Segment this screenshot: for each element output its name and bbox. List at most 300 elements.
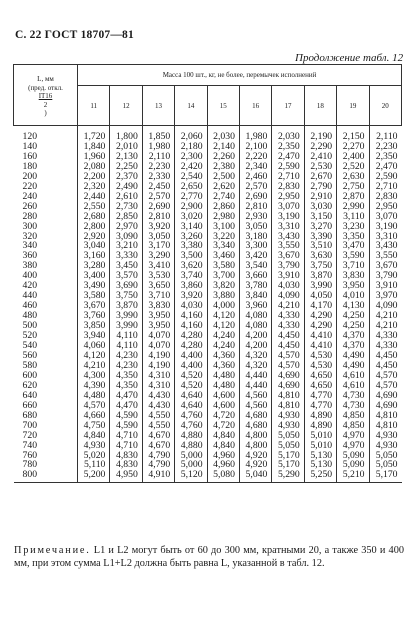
- mass-cell: 4,770: [304, 391, 336, 401]
- mass-cell: 4,840: [207, 441, 239, 451]
- mass-cell: 4,480: [78, 391, 110, 401]
- mass-cell: 4,930: [369, 441, 402, 451]
- mass-cell: 4,230: [110, 351, 142, 361]
- length-cell: 660: [22, 399, 38, 411]
- mass-cell: 4,930: [272, 421, 304, 431]
- mass-cell: 2,200: [78, 172, 110, 182]
- mass-cell: 5,170: [272, 460, 304, 470]
- mass-cell: 3,830: [142, 301, 174, 311]
- mass-cell: 5,000: [175, 451, 207, 461]
- mass-cell: 4,280: [175, 331, 207, 341]
- mass-cell: 3,260: [175, 232, 207, 242]
- mass-cell: 3,420: [239, 251, 271, 261]
- mass-cell: 3,580: [78, 291, 110, 301]
- length-header-line-1: L, мм: [37, 75, 54, 84]
- mass-cell: 3,330: [110, 251, 142, 261]
- length-cell: 720: [22, 429, 38, 441]
- mass-cell: 5,170: [369, 470, 402, 482]
- mass-cell: 2,110: [369, 126, 402, 142]
- mass-cell: 3,340: [207, 241, 239, 251]
- mass-cell: 5,050: [369, 451, 402, 461]
- length-cell: 340: [22, 240, 38, 252]
- mass-cell: 2,550: [78, 202, 110, 212]
- mass-cell: 4,680: [239, 411, 271, 421]
- mass-cell: 5,130: [304, 451, 336, 461]
- mass-cell: 4,590: [110, 411, 142, 421]
- mass-cell: 5,130: [304, 460, 336, 470]
- mass-cell: 5,290: [272, 470, 304, 482]
- mass-cell: 4,240: [207, 331, 239, 341]
- mass-cell: 2,950: [272, 192, 304, 202]
- mass-cell: 2,850: [110, 212, 142, 222]
- mass-cell: 4,370: [337, 341, 369, 351]
- length-cell: 180: [22, 160, 38, 172]
- mass-cell: 4,440: [239, 381, 271, 391]
- length-cell: 540: [22, 340, 38, 352]
- length-cell: 200: [22, 170, 38, 182]
- mass-cell: 3,430: [369, 241, 402, 251]
- mass-cell: 4,520: [175, 381, 207, 391]
- mass-cell: 4,120: [78, 351, 110, 361]
- mass-cell: 3,300: [239, 241, 271, 251]
- mass-cell: 4,930: [78, 441, 110, 451]
- mass-cell: 4,160: [175, 321, 207, 331]
- mass-cell: 4,280: [175, 341, 207, 351]
- mass-cell: 3,530: [142, 271, 174, 281]
- mass-cell: 1,960: [78, 152, 110, 162]
- length-cell: 300: [22, 220, 38, 232]
- mass-cell: 4,650: [304, 371, 336, 381]
- mass-cell: 4,840: [78, 431, 110, 441]
- mass-cell: 3,630: [304, 251, 336, 261]
- mass-cell: 4,080: [239, 321, 271, 331]
- mass-cell: 3,710: [337, 261, 369, 271]
- mass-cell: 4,970: [337, 441, 369, 451]
- mass-cell: 4,400: [175, 361, 207, 371]
- mass-cell: 2,690: [142, 202, 174, 212]
- mass-cell: 2,150: [337, 126, 369, 142]
- mass-cell: 2,320: [78, 182, 110, 192]
- mass-cell: 2,740: [207, 192, 239, 202]
- mass-cell: 4,190: [142, 351, 174, 361]
- mass-cell: 3,070: [272, 202, 304, 212]
- mass-cell: 3,570: [110, 271, 142, 281]
- mass-cell: 3,040: [78, 241, 110, 251]
- column-header-20: 20: [369, 86, 402, 126]
- mass-cell: 4,600: [207, 391, 239, 401]
- mass-cell: 2,670: [304, 172, 336, 182]
- mass-cell: 4,450: [369, 351, 402, 361]
- mass-cell: 3,460: [207, 251, 239, 261]
- mass-cell: 4,360: [207, 361, 239, 371]
- mass-cell: 4,640: [175, 391, 207, 401]
- mass-cell: 2,490: [110, 182, 142, 192]
- mass-cell: 2,400: [337, 152, 369, 162]
- length-header-line-5: ): [44, 109, 47, 118]
- mass-cell: 2,340: [239, 162, 271, 172]
- mass-cell: 2,730: [110, 202, 142, 212]
- mass-cell: 4,030: [272, 281, 304, 291]
- mass-cell: 4,440: [239, 371, 271, 381]
- mass-cell: 4,730: [337, 391, 369, 401]
- mass-cell: 3,690: [110, 281, 142, 291]
- mass-cell: 4,470: [110, 401, 142, 411]
- mass-cell: 4,090: [369, 301, 402, 311]
- mass-cell: 4,790: [142, 460, 174, 470]
- mass-cell: 4,720: [207, 411, 239, 421]
- length-cell: 400: [22, 270, 38, 282]
- mass-cell: 4,400: [175, 351, 207, 361]
- length-cell: 680: [22, 409, 38, 421]
- mass-cell: 4,650: [304, 381, 336, 391]
- mass-cell: 4,250: [337, 321, 369, 331]
- mass-cell: 5,050: [272, 441, 304, 451]
- mass-cell: 4,570: [78, 401, 110, 411]
- mass-cell: 4,850: [337, 421, 369, 431]
- mass-cell: 3,860: [175, 281, 207, 291]
- mass-cell: 4,920: [239, 460, 271, 470]
- mass-cell: 2,500: [207, 172, 239, 182]
- mass-cell: 5,010: [304, 431, 336, 441]
- mass-cell: 4,430: [142, 391, 174, 401]
- length-cell: 600: [22, 369, 38, 381]
- mass-cell: 2,410: [304, 152, 336, 162]
- mass-cell: 3,270: [304, 222, 336, 232]
- mass-cell: 4,550: [142, 421, 174, 431]
- mass-cell: 5,050: [369, 460, 402, 470]
- mass-cell: 4,210: [369, 321, 402, 331]
- mass-cell: 4,060: [78, 341, 110, 351]
- length-cell: 620: [22, 379, 38, 391]
- mass-cell: 2,530: [304, 162, 336, 172]
- mass-cell: 4,320: [239, 351, 271, 361]
- column-header-19: 19: [337, 86, 369, 126]
- mass-cell: 3,750: [304, 261, 336, 271]
- mass-cell: 4,110: [110, 331, 142, 341]
- mass-cell: 4,910: [142, 470, 174, 482]
- mass-cell: 3,410: [142, 261, 174, 271]
- mass-cell: 2,460: [239, 172, 271, 182]
- mass-cell: 4,810: [369, 411, 402, 421]
- length-cell: 160: [22, 150, 38, 162]
- mass-cell: 2,420: [175, 162, 207, 172]
- mass-cell: 4,010: [337, 291, 369, 301]
- mass-cell: 3,190: [369, 222, 402, 232]
- note-text: L1 и L2 могут быть от 60 до 300 мм, кратными 20, а также 350 и 400 мм, при этом сумма L1+L2 должна быть равна L, указанной в табл. 12.: [14, 545, 404, 569]
- length-cell: 360: [22, 250, 38, 262]
- mass-cell: 4,810: [272, 391, 304, 401]
- length-cell: 260: [22, 200, 38, 212]
- mass-cell: 5,040: [239, 470, 271, 482]
- mass-cell: 3,850: [78, 321, 110, 331]
- mass-cell: 3,970: [369, 291, 402, 301]
- mass-cell: 5,000: [175, 460, 207, 470]
- length-cell: 420: [22, 280, 38, 292]
- mass-cell: 4,960: [207, 451, 239, 461]
- mass-cell: 3,920: [175, 291, 207, 301]
- mass-cell: 4,610: [337, 371, 369, 381]
- mass-cell: 3,950: [142, 311, 174, 321]
- mass-cell: 4,970: [337, 431, 369, 441]
- mass-cell: 2,620: [207, 182, 239, 192]
- mass-cell: 1,800: [110, 126, 142, 142]
- column-header-17: 17: [272, 86, 304, 126]
- mass-cell: 3,650: [142, 281, 174, 291]
- column-header-15: 15: [207, 86, 239, 126]
- mass-cell: 2,030: [272, 126, 304, 142]
- mass-cell: 3,780: [239, 281, 271, 291]
- mass-cell: 4,690: [369, 391, 402, 401]
- mass-cell: 3,760: [78, 311, 110, 321]
- mass-cell: 4,660: [78, 411, 110, 421]
- length-cell: 780: [22, 459, 38, 471]
- mass-cell: 3,220: [207, 232, 239, 242]
- mass-cell: 3,470: [337, 241, 369, 251]
- mass-cell: 3,700: [207, 271, 239, 281]
- mass-cell: 5,090: [337, 451, 369, 461]
- mass-cell: 4,000: [207, 301, 239, 311]
- mass-cell: 4,410: [304, 331, 336, 341]
- mass-cell: 3,490: [78, 281, 110, 291]
- mass-cell: 4,450: [369, 361, 402, 371]
- mass-cell: 4,730: [337, 401, 369, 411]
- mass-cell: 4,560: [239, 391, 271, 401]
- mass-cell: 2,290: [304, 142, 336, 152]
- mass-cell: 4,880: [175, 431, 207, 441]
- mass-cell: 4,640: [175, 401, 207, 411]
- mass-cell: 3,110: [337, 212, 369, 222]
- mass-cell: 4,450: [272, 331, 304, 341]
- mass-cell: 3,790: [272, 261, 304, 271]
- mass-cell: 3,210: [110, 241, 142, 251]
- mass-span-header: Масса 100 шт., кг, не более, перемычек исполнений: [78, 65, 402, 86]
- mass-cell: 4,790: [142, 451, 174, 461]
- mass-cell: 4,570: [369, 381, 402, 391]
- mass-cell: 2,010: [110, 142, 142, 152]
- mass-cell: 3,510: [304, 241, 336, 251]
- mass-cell: 2,800: [78, 222, 110, 232]
- mass-cell: 2,100: [239, 142, 271, 152]
- mass-cell: 3,380: [175, 241, 207, 251]
- mass-cell: 4,760: [175, 421, 207, 431]
- mass-cell: 4,930: [272, 411, 304, 421]
- mass-cell: 2,650: [175, 182, 207, 192]
- mass-cell: 5,170: [272, 451, 304, 461]
- length-header-line-2: (пред. откл.: [28, 83, 63, 92]
- mass-cell: 4,070: [142, 331, 174, 341]
- mass-cell: 3,170: [142, 241, 174, 251]
- mass-cell: 3,790: [369, 271, 402, 281]
- mass-cell: 2,570: [142, 192, 174, 202]
- mass-cell: 4,690: [272, 371, 304, 381]
- mass-cell: 3,830: [337, 271, 369, 281]
- mass-cell: 4,890: [304, 411, 336, 421]
- mass-cell: 4,120: [207, 321, 239, 331]
- page-header-left: С. 22 ГОСТ 18707—81: [15, 29, 134, 41]
- mass-cell: 2,610: [110, 192, 142, 202]
- mass-cell: 4,800: [239, 431, 271, 441]
- mass-cell: 2,080: [78, 162, 110, 172]
- mass-cell: 2,900: [175, 202, 207, 212]
- mass-cell: 2,950: [369, 202, 402, 212]
- mass-cell: 4,830: [110, 460, 142, 470]
- mass-cell: 4,480: [207, 371, 239, 381]
- mass-cell: 2,590: [272, 162, 304, 172]
- mass-cell: 4,450: [272, 341, 304, 351]
- mass-cell: 2,140: [207, 142, 239, 152]
- mass-cell: 4,840: [207, 431, 239, 441]
- length-cell: 140: [22, 140, 38, 152]
- table-row: [14, 441, 402, 451]
- mass-cell: 4,110: [110, 341, 142, 351]
- mass-cell: 2,250: [110, 162, 142, 172]
- mass-cell: 2,930: [239, 212, 271, 222]
- length-cell: 220: [22, 180, 38, 192]
- mass-cell: 2,680: [78, 212, 110, 222]
- mass-cell: 3,020: [175, 212, 207, 222]
- mass-cell: 2,910: [304, 192, 336, 202]
- mass-cell: 3,940: [78, 331, 110, 341]
- mass-cell: 2,380: [207, 162, 239, 172]
- mass-cell: 4,410: [304, 341, 336, 351]
- mass-cell: 4,350: [110, 371, 142, 381]
- mass-cell: 2,830: [272, 182, 304, 192]
- mass-cell: 4,760: [175, 411, 207, 421]
- length-cell: 500: [22, 320, 38, 332]
- mass-cell: 2,690: [239, 192, 271, 202]
- mass-cell: 3,920: [142, 222, 174, 232]
- mass-cell: 3,960: [239, 301, 271, 311]
- mass-cell: 4,770: [304, 401, 336, 411]
- mass-cell: 4,310: [142, 381, 174, 391]
- mass-cell: 3,050: [239, 222, 271, 232]
- mass-cell: 2,350: [272, 142, 304, 152]
- table-row: [14, 470, 402, 482]
- mass-cell: 4,200: [239, 341, 271, 351]
- mass-cell: 3,160: [78, 251, 110, 261]
- mass-cell: 5,250: [304, 470, 336, 482]
- mass-cell: 1,980: [239, 126, 271, 142]
- mass-cell: 4,930: [369, 431, 402, 441]
- table-row: [14, 126, 402, 142]
- mass-cell: 2,060: [175, 126, 207, 142]
- mass-cell: 2,190: [304, 126, 336, 142]
- mass-cell: 5,210: [337, 470, 369, 482]
- mass-cell: 4,810: [369, 421, 402, 431]
- length-cell: 580: [22, 359, 38, 371]
- mass-cell: 4,160: [175, 311, 207, 321]
- mass-cell: 4,560: [239, 401, 271, 411]
- mass-cell: 4,710: [110, 441, 142, 451]
- mass-cell: 3,580: [207, 261, 239, 271]
- length-cell: 380: [22, 260, 38, 272]
- length-cell: 740: [22, 439, 38, 451]
- mass-cell: 3,550: [272, 241, 304, 251]
- mass-cell: 2,570: [239, 182, 271, 192]
- mass-cell: 4,670: [142, 441, 174, 451]
- mass-cell: 4,320: [239, 361, 271, 371]
- mass-cell: 5,080: [207, 470, 239, 482]
- mass-cell: 5,050: [272, 431, 304, 441]
- length-cell: 120: [22, 131, 38, 142]
- mass-cell: 4,070: [142, 341, 174, 351]
- mass-cell: 3,030: [304, 202, 336, 212]
- mass-cell: 2,370: [110, 172, 142, 182]
- mass-cell: 2,450: [142, 182, 174, 192]
- mass-cell: 4,960: [207, 460, 239, 470]
- mass-cell: 3,710: [142, 291, 174, 301]
- column-header-16: 16: [239, 86, 271, 126]
- mass-cell: 4,530: [304, 351, 336, 361]
- length-cell: 800: [14, 470, 78, 482]
- mass-cell: 3,820: [207, 281, 239, 291]
- mass-cell: 4,330: [369, 341, 402, 351]
- length-cell: 440: [22, 290, 38, 302]
- mass-cell: 4,290: [304, 321, 336, 331]
- mass-cell: 4,240: [207, 341, 239, 351]
- mass-cell: 3,190: [272, 212, 304, 222]
- mass-cell: 3,310: [272, 222, 304, 232]
- mass-cell: 4,080: [239, 311, 271, 321]
- mass-cell: 3,950: [142, 321, 174, 331]
- mass-cell: 3,870: [110, 301, 142, 311]
- mass-cell: 4,920: [239, 451, 271, 461]
- mass-cell: 4,530: [304, 361, 336, 371]
- mass-cell: 5,010: [304, 441, 336, 451]
- mass-cell: 3,670: [369, 261, 402, 271]
- mass-cell: 4,670: [142, 431, 174, 441]
- mass-cell: 3,620: [175, 261, 207, 271]
- mass-cell: 2,860: [207, 202, 239, 212]
- mass-cell: 3,990: [304, 281, 336, 291]
- mass-cell: 4,480: [207, 381, 239, 391]
- mass-cell: 1,980: [142, 142, 174, 152]
- mass-cell: 2,300: [175, 152, 207, 162]
- mass-cell: 3,180: [239, 232, 271, 242]
- mass-cell: 4,330: [369, 331, 402, 341]
- mass-cell: 2,230: [142, 162, 174, 172]
- mass-cell: 4,570: [272, 351, 304, 361]
- mass-cell: 3,050: [142, 232, 174, 242]
- mass-cell: 3,230: [337, 222, 369, 232]
- length-header-line-3: IT16: [38, 92, 53, 101]
- mass-cell: 4,890: [304, 421, 336, 431]
- mass-cell: 3,400: [78, 271, 110, 281]
- mass-cell: 2,790: [304, 182, 336, 192]
- mass-cell: 3,500: [175, 251, 207, 261]
- mass-cell: 2,220: [239, 152, 271, 162]
- column-header-18: 18: [304, 86, 336, 126]
- mass-cell: 2,920: [78, 232, 110, 242]
- length-cell: 760: [22, 449, 38, 461]
- mass-cell: 3,660: [239, 271, 271, 281]
- mass-cell: 2,750: [337, 182, 369, 192]
- mass-cell: 2,630: [337, 172, 369, 182]
- mass-cell: 2,440: [78, 192, 110, 202]
- mass-cell: 4,470: [110, 391, 142, 401]
- mass-cell: 3,450: [110, 261, 142, 271]
- mass-cell: 2,470: [369, 162, 402, 172]
- table-continuation-caption: Продолжение табл. 12: [295, 52, 404, 64]
- mass-cell: 3,280: [78, 261, 110, 271]
- mass-cell: 3,670: [78, 301, 110, 311]
- mass-cell: 2,260: [207, 152, 239, 162]
- length-column-header: [14, 65, 78, 126]
- mass-cell: 4,330: [272, 311, 304, 321]
- mass-cell: 4,490: [337, 361, 369, 371]
- mass-cell: 1,850: [142, 126, 174, 142]
- mass-cell: 4,710: [110, 431, 142, 441]
